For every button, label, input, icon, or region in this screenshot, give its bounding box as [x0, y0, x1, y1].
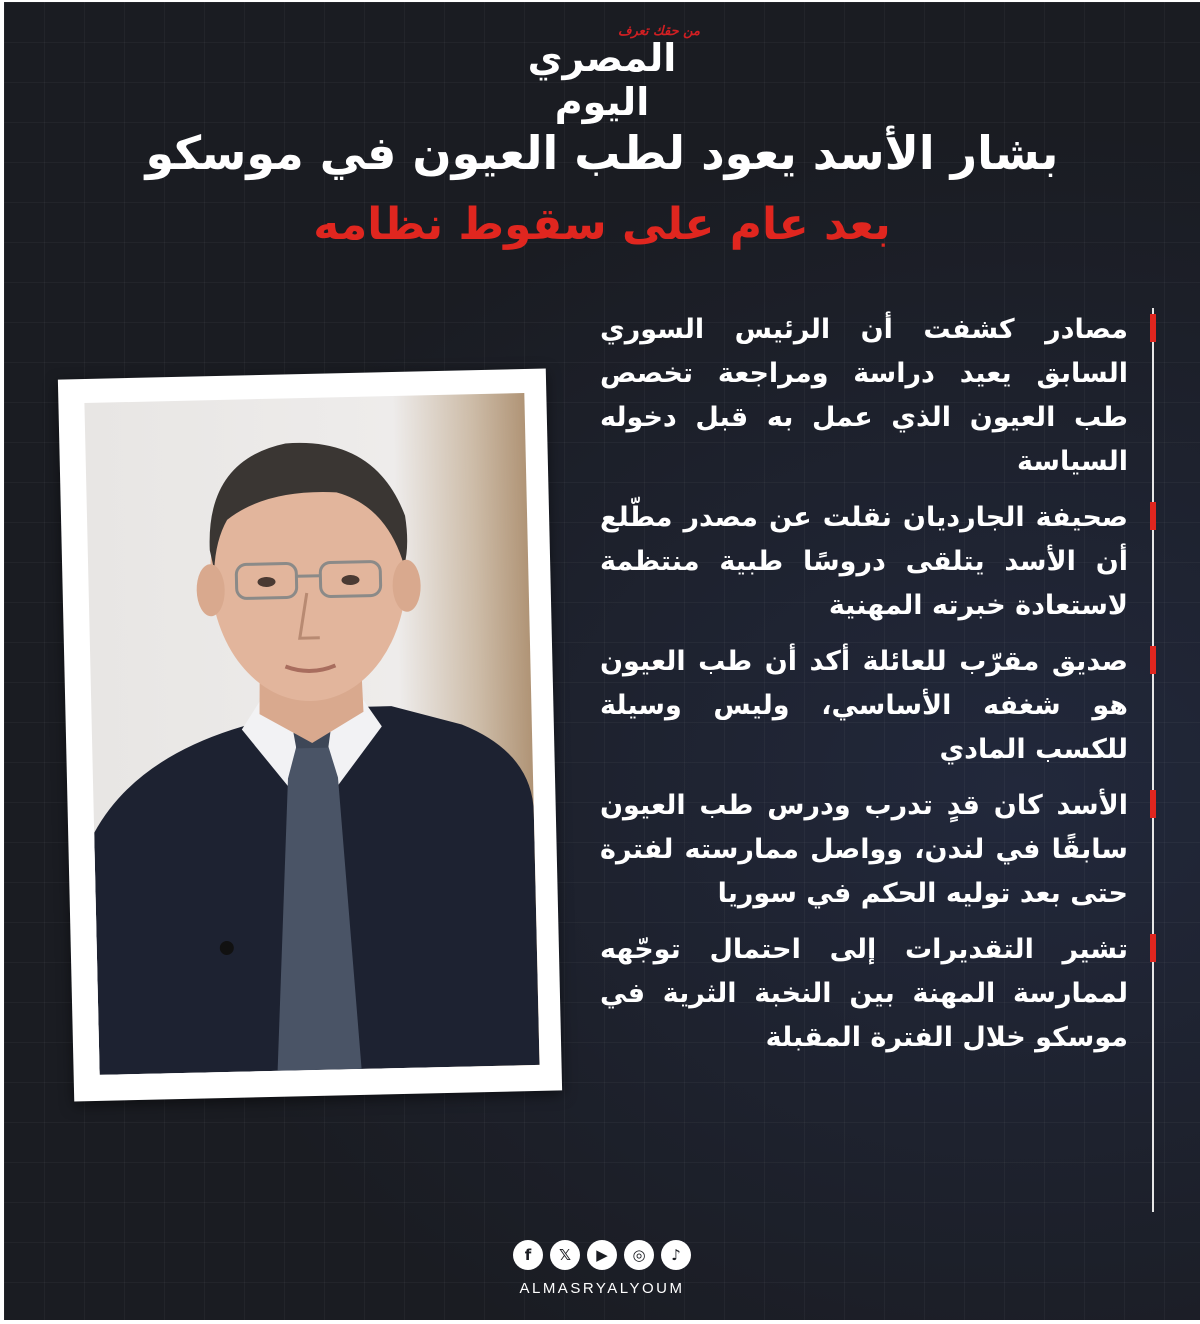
- bullet-text: صديق مقرّب للعائلة أكد أن طب العيون هو شغفه الأساسي، وليس وسيلة للكسب المادي: [600, 646, 1128, 765]
- bullet-marker: [1150, 646, 1156, 674]
- footer: [4, 1240, 1200, 1297]
- x-icon[interactable]: 𝕏: [550, 1240, 580, 1270]
- headline: بشار الأسد يعود لطب العيون في موسكو: [145, 126, 1059, 180]
- bullet-text: الأسد كان قدٍ تدرب ودرس طب العيون سابقًا في لندن، وواصل ممارسته لفترة حتى بعد توليه الحكم في سوريا: [600, 790, 1128, 909]
- portrait-photo-frame: [58, 369, 562, 1102]
- portrait-photo: [84, 393, 539, 1075]
- tiktok-icon[interactable]: ♪: [661, 1240, 691, 1270]
- bullet-item: [600, 784, 1152, 916]
- portrait-illustration: [84, 393, 539, 1075]
- social-icons: [513, 1240, 691, 1270]
- bullet-item: [600, 496, 1152, 628]
- infographic-card: [4, 2, 1200, 1320]
- instagram-icon[interactable]: ◎: [624, 1240, 654, 1270]
- logo: [474, 24, 730, 124]
- bullet-list: [600, 308, 1154, 1212]
- logo-text: المصري اليوم: [527, 36, 677, 124]
- bullet-marker: [1150, 790, 1156, 818]
- bullet-item: [600, 640, 1152, 772]
- youtube-icon[interactable]: ▶: [587, 1240, 617, 1270]
- facebook-icon[interactable]: f: [513, 1240, 543, 1270]
- bullet-marker: [1150, 502, 1156, 530]
- bullet-item: [600, 308, 1152, 484]
- site-name: ALMASRYALYOUM: [519, 1280, 685, 1297]
- bullet-item: [600, 928, 1152, 1060]
- bullet-marker: [1150, 934, 1156, 962]
- bullet-text: صحيفة الجارديان نقلت عن مصدر مطّلع أن الأسد يتلقى دروسًا طبية منتظمة لاستعادة خبرته المهنية: [600, 502, 1128, 621]
- bullet-marker: [1150, 314, 1156, 342]
- subheadline: بعد عام على سقوط نظامه: [313, 199, 891, 250]
- bullet-text: تشير التقديرات إلى احتمال توجّهه لممارسة المهنة بين النخبة الثرية في موسكو خلال الفترة المقبلة: [600, 934, 1128, 1053]
- logo-tagline: من حقك تعرف: [617, 24, 700, 39]
- bullet-text: مصادر كشفت أن الرئيس السوري السابق يعيد دراسة ومراجعة تخصص طب العيون الذي عمل به قبل دخوله السياسة: [600, 314, 1128, 477]
